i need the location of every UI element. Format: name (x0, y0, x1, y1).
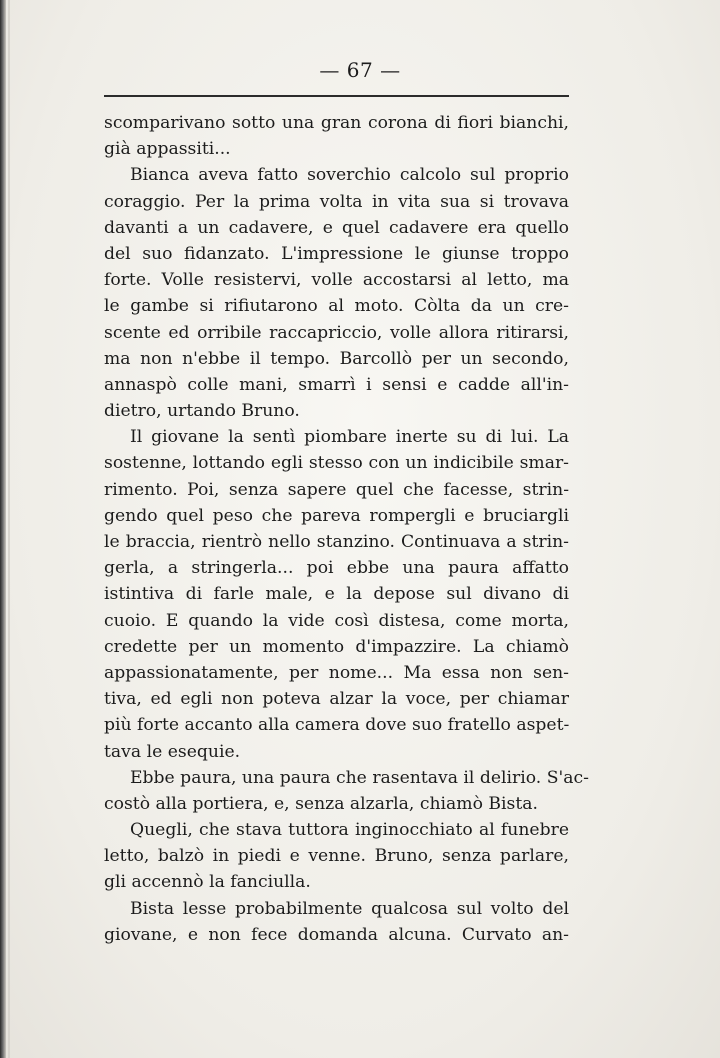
text-line: più forte accanto alla camera dove suo fratello aspet- (104, 715, 570, 736)
text-line: giovane, e non fece domanda alcuna. Curvato an- (104, 924, 569, 945)
text-line: Bianca aveva fatto soverchio calcolo sul proprio (130, 165, 569, 186)
text-line: tiva, ed egli non poteva alzar la voce, per chiamar (104, 689, 569, 710)
text-line: cuoio. E quando la vide così distesa, come morta, (104, 610, 569, 631)
header-rule (104, 95, 569, 97)
text-line: rimento. Poi, senza sapere quel che facesse, strin- (104, 479, 569, 500)
text-line: appassionatamente, per nome... Ma essa non sen- (104, 662, 569, 683)
text-line: annaspò colle mani, smarrì i sensi e cadde all'in- (104, 374, 569, 395)
text-line: le gambe si rifiutarono al moto. Còlta da un cre- (104, 296, 569, 317)
text-line: scente ed orribile raccapriccio, volle allora ritirarsi, (104, 322, 569, 343)
text-line: gendo quel peso che pareva rompergli e bruciargli (104, 505, 569, 526)
page-number: — 67 — (319, 58, 401, 82)
body-text (104, 110, 589, 948)
text-line: costò alla portiera, e, senza alzarla, chiamò Bista. (104, 793, 538, 814)
text-line: letto, balzò in piedi e venne. Bruno, senza parlare, (104, 846, 569, 867)
text-line: ma non n'ebbe il tempo. Barcollò per un secondo, (104, 348, 569, 369)
text-line: le braccia, rientrò nello stanzino. Continuava a strin- (104, 532, 569, 552)
text-line: davanti a un cadavere, e quel cadavere era quello (104, 217, 569, 238)
text-line: sostenne, lottando egli stesso con un indicibile smar- (104, 453, 569, 474)
text-line: già appassiti... (104, 139, 231, 160)
text-line: coraggio. Per la prima volta in vita sua si trovava (104, 191, 569, 212)
text-line: credette per un momento d'impazzire. La chiamò (104, 636, 569, 657)
text-line: istintiva di farle male, e la depose sul divano di (104, 584, 569, 605)
text-line: Quegli, che stava tuttora inginocchiato al funebre (130, 820, 569, 841)
page-binding-edge (0, 0, 6, 1058)
text-line: Ebbe paura, una paura che rasentava il delirio. S'ac- (130, 767, 589, 788)
text-line: Bista lesse probabilmente qualcosa sul volto del (130, 898, 569, 919)
text-line: del suo fidanzato. L'impressione le giunse troppo (104, 243, 569, 264)
text-line: Il giovane la sentì piombare inerte su di lui. La (130, 427, 569, 448)
text-line: gerla, a stringerla... poi ebbe una paura affatto (104, 558, 569, 579)
text-line: scomparivano sotto una gran corona di fiori bianchi, (104, 113, 569, 133)
text-line: tava le esequie. (104, 741, 241, 762)
text-line: dietro, urtando Bruno. (104, 401, 300, 422)
text-line: gli accennò la fanciulla. (104, 872, 311, 893)
text-line: forte. Volle resistervi, volle accostarsi al letto, ma (104, 270, 569, 291)
